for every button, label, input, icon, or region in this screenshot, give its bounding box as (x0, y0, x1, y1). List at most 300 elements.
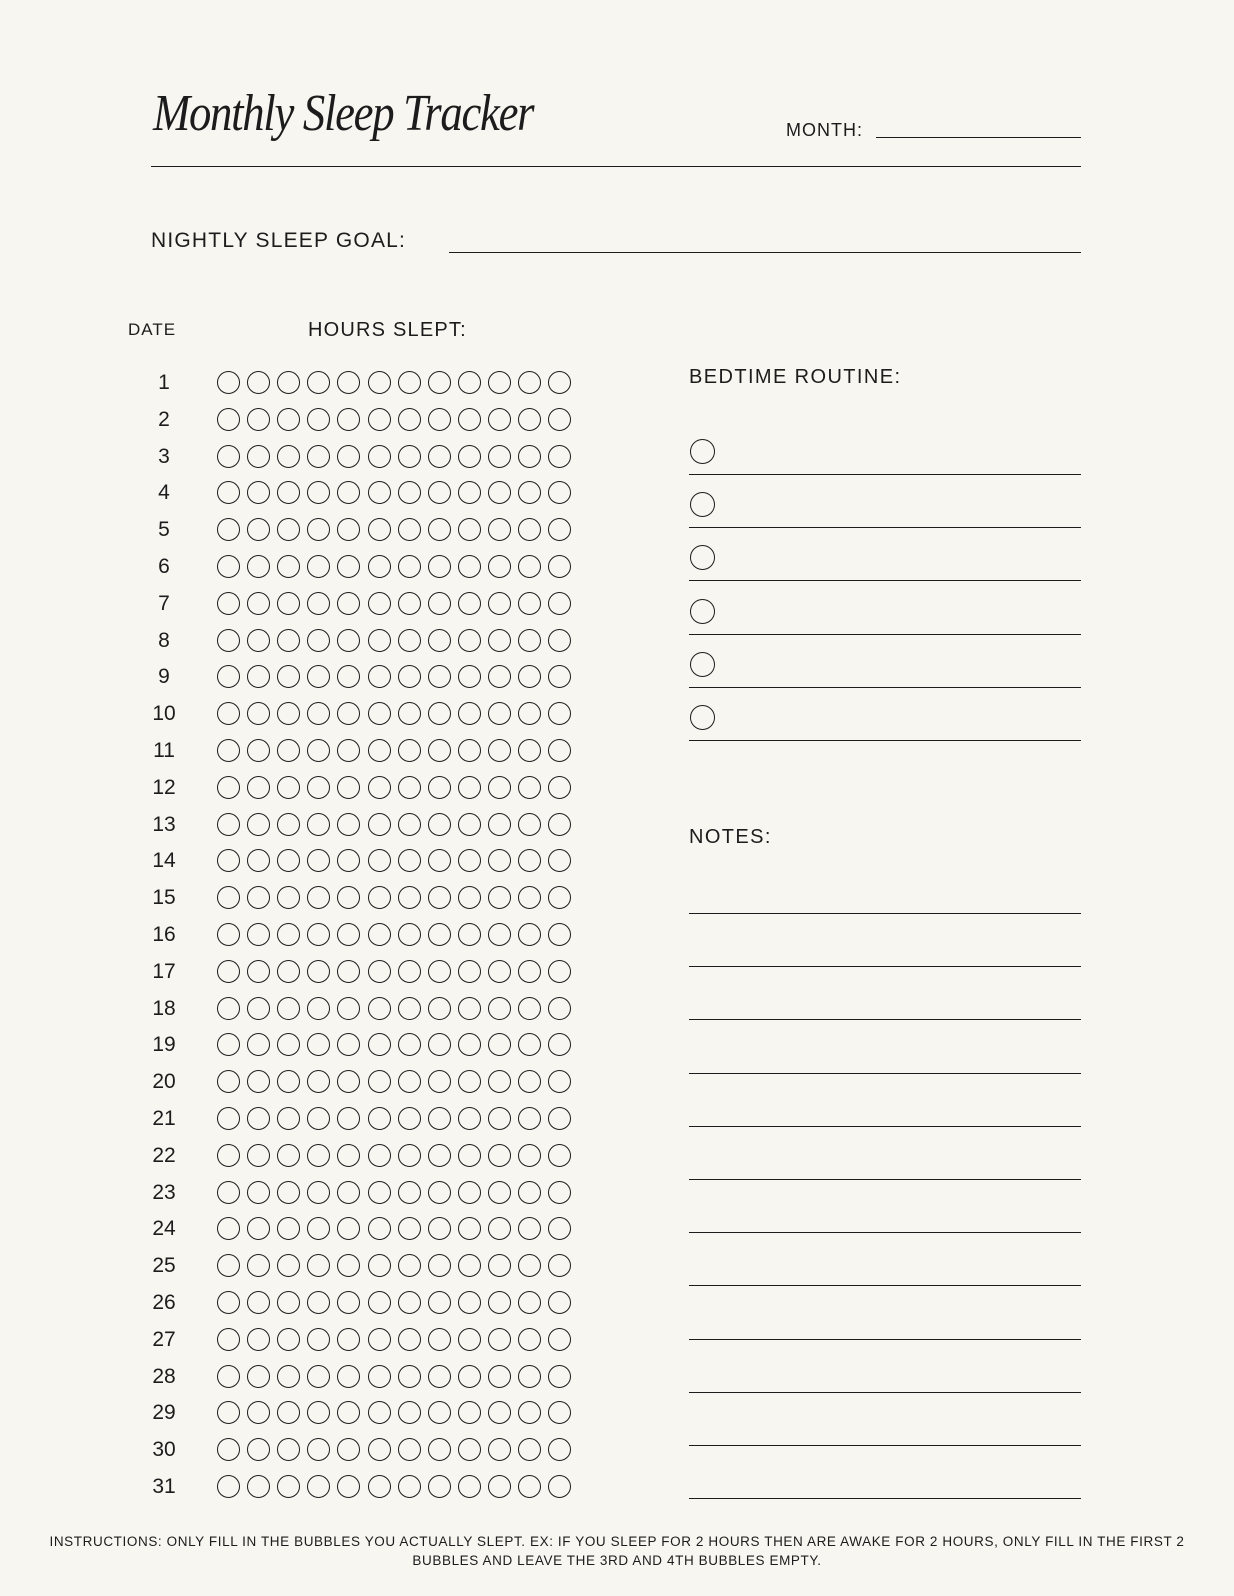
routine-item-line[interactable] (689, 634, 1081, 635)
hour-bubble[interactable] (247, 1401, 270, 1424)
hour-bubble[interactable] (428, 1217, 451, 1240)
hour-bubble[interactable] (277, 1401, 300, 1424)
hour-bubble[interactable] (247, 408, 270, 431)
routine-item-line[interactable] (689, 740, 1081, 741)
hour-bubble[interactable] (458, 960, 481, 983)
hour-bubble[interactable] (337, 371, 360, 394)
hour-bubble[interactable] (217, 702, 240, 725)
notes-line[interactable] (689, 966, 1081, 967)
hour-bubble[interactable] (428, 665, 451, 688)
hour-bubble[interactable] (518, 739, 541, 762)
hour-bubble[interactable] (247, 1070, 270, 1093)
routine-item-line[interactable] (689, 580, 1081, 581)
hour-bubble[interactable] (458, 1070, 481, 1093)
hour-bubble[interactable] (518, 960, 541, 983)
hour-bubble[interactable] (337, 592, 360, 615)
hour-bubble[interactable] (368, 1401, 391, 1424)
hour-bubble[interactable] (548, 629, 571, 652)
hour-bubble[interactable] (548, 1438, 571, 1461)
hour-bubble[interactable] (458, 1328, 481, 1351)
hour-bubble[interactable] (247, 702, 270, 725)
hour-bubble[interactable] (337, 1254, 360, 1277)
hour-bubble[interactable] (217, 1144, 240, 1167)
notes-line[interactable] (689, 1339, 1081, 1340)
hour-bubble[interactable] (428, 481, 451, 504)
hour-bubble[interactable] (398, 592, 421, 615)
hour-bubble[interactable] (518, 371, 541, 394)
hour-bubble[interactable] (277, 813, 300, 836)
hour-bubble[interactable] (217, 1254, 240, 1277)
routine-checkbox[interactable] (690, 492, 715, 517)
hour-bubble[interactable] (217, 445, 240, 468)
hour-bubble[interactable] (337, 481, 360, 504)
hour-bubble[interactable] (217, 923, 240, 946)
routine-item-line[interactable] (689, 474, 1081, 475)
hour-bubble[interactable] (398, 1475, 421, 1498)
hour-bubble[interactable] (398, 739, 421, 762)
hour-bubble[interactable] (458, 371, 481, 394)
hour-bubble[interactable] (307, 886, 330, 909)
hour-bubble[interactable] (428, 1070, 451, 1093)
hour-bubble[interactable] (277, 1033, 300, 1056)
hour-bubble[interactable] (458, 1365, 481, 1388)
hour-bubble[interactable] (337, 1475, 360, 1498)
hour-bubble[interactable] (217, 1033, 240, 1056)
hour-bubble[interactable] (548, 1475, 571, 1498)
hour-bubble[interactable] (488, 1144, 511, 1167)
hour-bubble[interactable] (548, 555, 571, 578)
hour-bubble[interactable] (337, 1070, 360, 1093)
hour-bubble[interactable] (458, 776, 481, 799)
hour-bubble[interactable] (247, 1254, 270, 1277)
hour-bubble[interactable] (398, 923, 421, 946)
hour-bubble[interactable] (217, 408, 240, 431)
hour-bubble[interactable] (337, 776, 360, 799)
hour-bubble[interactable] (277, 445, 300, 468)
hour-bubble[interactable] (247, 665, 270, 688)
hour-bubble[interactable] (548, 1401, 571, 1424)
hour-bubble[interactable] (307, 1438, 330, 1461)
hour-bubble[interactable] (488, 702, 511, 725)
hour-bubble[interactable] (428, 997, 451, 1020)
hour-bubble[interactable] (458, 408, 481, 431)
hour-bubble[interactable] (277, 849, 300, 872)
hour-bubble[interactable] (398, 1401, 421, 1424)
hour-bubble[interactable] (277, 1181, 300, 1204)
hour-bubble[interactable] (398, 1033, 421, 1056)
hour-bubble[interactable] (548, 1070, 571, 1093)
hour-bubble[interactable] (398, 1181, 421, 1204)
hour-bubble[interactable] (398, 1107, 421, 1130)
hour-bubble[interactable] (518, 1070, 541, 1093)
hour-bubble[interactable] (548, 1181, 571, 1204)
hour-bubble[interactable] (518, 665, 541, 688)
hour-bubble[interactable] (398, 1254, 421, 1277)
hour-bubble[interactable] (368, 923, 391, 946)
hour-bubble[interactable] (307, 702, 330, 725)
hour-bubble[interactable] (217, 776, 240, 799)
routine-checkbox[interactable] (690, 652, 715, 677)
hour-bubble[interactable] (488, 1475, 511, 1498)
hour-bubble[interactable] (398, 1438, 421, 1461)
hour-bubble[interactable] (398, 1291, 421, 1314)
hour-bubble[interactable] (488, 1181, 511, 1204)
hour-bubble[interactable] (518, 1438, 541, 1461)
hour-bubble[interactable] (368, 776, 391, 799)
notes-line[interactable] (689, 913, 1081, 914)
hour-bubble[interactable] (217, 1181, 240, 1204)
hour-bubble[interactable] (247, 886, 270, 909)
hour-bubble[interactable] (368, 445, 391, 468)
hour-bubble[interactable] (458, 702, 481, 725)
hour-bubble[interactable] (247, 1328, 270, 1351)
hour-bubble[interactable] (428, 1365, 451, 1388)
hour-bubble[interactable] (428, 445, 451, 468)
month-field[interactable] (876, 137, 1081, 138)
hour-bubble[interactable] (488, 1438, 511, 1461)
hour-bubble[interactable] (518, 555, 541, 578)
hour-bubble[interactable] (247, 1291, 270, 1314)
hour-bubble[interactable] (428, 1475, 451, 1498)
hour-bubble[interactable] (337, 665, 360, 688)
hour-bubble[interactable] (247, 1033, 270, 1056)
hour-bubble[interactable] (398, 408, 421, 431)
hour-bubble[interactable] (247, 923, 270, 946)
hour-bubble[interactable] (247, 813, 270, 836)
hour-bubble[interactable] (428, 629, 451, 652)
hour-bubble[interactable] (337, 886, 360, 909)
hour-bubble[interactable] (277, 702, 300, 725)
hour-bubble[interactable] (398, 813, 421, 836)
hour-bubble[interactable] (217, 1401, 240, 1424)
hour-bubble[interactable] (337, 408, 360, 431)
hour-bubble[interactable] (307, 371, 330, 394)
hour-bubble[interactable] (518, 518, 541, 541)
hour-bubble[interactable] (247, 592, 270, 615)
hour-bubble[interactable] (217, 481, 240, 504)
hour-bubble[interactable] (217, 997, 240, 1020)
hour-bubble[interactable] (277, 408, 300, 431)
hour-bubble[interactable] (488, 555, 511, 578)
hour-bubble[interactable] (398, 997, 421, 1020)
routine-checkbox[interactable] (690, 599, 715, 624)
hour-bubble[interactable] (337, 1144, 360, 1167)
hour-bubble[interactable] (548, 1144, 571, 1167)
hour-bubble[interactable] (217, 886, 240, 909)
hour-bubble[interactable] (488, 849, 511, 872)
hour-bubble[interactable] (368, 665, 391, 688)
hour-bubble[interactable] (368, 960, 391, 983)
hour-bubble[interactable] (307, 518, 330, 541)
hour-bubble[interactable] (337, 923, 360, 946)
hour-bubble[interactable] (428, 1291, 451, 1314)
hour-bubble[interactable] (548, 813, 571, 836)
hour-bubble[interactable] (458, 1291, 481, 1314)
hour-bubble[interactable] (458, 886, 481, 909)
hour-bubble[interactable] (247, 445, 270, 468)
hour-bubble[interactable] (488, 665, 511, 688)
hour-bubble[interactable] (368, 1181, 391, 1204)
hour-bubble[interactable] (307, 665, 330, 688)
routine-checkbox[interactable] (690, 705, 715, 730)
hour-bubble[interactable] (398, 445, 421, 468)
hour-bubble[interactable] (398, 1365, 421, 1388)
hour-bubble[interactable] (428, 592, 451, 615)
hour-bubble[interactable] (428, 408, 451, 431)
hour-bubble[interactable] (488, 592, 511, 615)
hour-bubble[interactable] (337, 1033, 360, 1056)
hour-bubble[interactable] (307, 481, 330, 504)
hour-bubble[interactable] (337, 1328, 360, 1351)
notes-line[interactable] (689, 1392, 1081, 1393)
hour-bubble[interactable] (398, 518, 421, 541)
hour-bubble[interactable] (548, 1107, 571, 1130)
hour-bubble[interactable] (488, 1365, 511, 1388)
hour-bubble[interactable] (518, 849, 541, 872)
hour-bubble[interactable] (428, 702, 451, 725)
hour-bubble[interactable] (277, 776, 300, 799)
hour-bubble[interactable] (518, 445, 541, 468)
hour-bubble[interactable] (337, 445, 360, 468)
hour-bubble[interactable] (398, 371, 421, 394)
hour-bubble[interactable] (277, 1365, 300, 1388)
hour-bubble[interactable] (337, 702, 360, 725)
hour-bubble[interactable] (247, 849, 270, 872)
hour-bubble[interactable] (277, 960, 300, 983)
hour-bubble[interactable] (307, 997, 330, 1020)
hour-bubble[interactable] (337, 518, 360, 541)
hour-bubble[interactable] (217, 1070, 240, 1093)
hour-bubble[interactable] (277, 923, 300, 946)
hour-bubble[interactable] (277, 1291, 300, 1314)
hour-bubble[interactable] (458, 1401, 481, 1424)
hour-bubble[interactable] (488, 481, 511, 504)
hour-bubble[interactable] (217, 1365, 240, 1388)
hour-bubble[interactable] (368, 1033, 391, 1056)
hour-bubble[interactable] (337, 1107, 360, 1130)
hour-bubble[interactable] (518, 923, 541, 946)
hour-bubble[interactable] (488, 408, 511, 431)
hour-bubble[interactable] (488, 518, 511, 541)
hour-bubble[interactable] (217, 592, 240, 615)
hour-bubble[interactable] (458, 1181, 481, 1204)
hour-bubble[interactable] (548, 739, 571, 762)
routine-checkbox[interactable] (690, 439, 715, 464)
hour-bubble[interactable] (247, 1107, 270, 1130)
hour-bubble[interactable] (518, 813, 541, 836)
hour-bubble[interactable] (518, 1033, 541, 1056)
hour-bubble[interactable] (337, 555, 360, 578)
hour-bubble[interactable] (247, 1438, 270, 1461)
hour-bubble[interactable] (458, 923, 481, 946)
hour-bubble[interactable] (518, 1107, 541, 1130)
hour-bubble[interactable] (337, 1401, 360, 1424)
hour-bubble[interactable] (548, 960, 571, 983)
hour-bubble[interactable] (277, 1328, 300, 1351)
hour-bubble[interactable] (307, 1475, 330, 1498)
hour-bubble[interactable] (488, 629, 511, 652)
hour-bubble[interactable] (368, 1291, 391, 1314)
hour-bubble[interactable] (458, 1217, 481, 1240)
routine-item-line[interactable] (689, 687, 1081, 688)
hour-bubble[interactable] (247, 1217, 270, 1240)
hour-bubble[interactable] (247, 481, 270, 504)
hour-bubble[interactable] (428, 1033, 451, 1056)
hour-bubble[interactable] (337, 739, 360, 762)
hour-bubble[interactable] (458, 445, 481, 468)
hour-bubble[interactable] (428, 739, 451, 762)
hour-bubble[interactable] (488, 1070, 511, 1093)
hour-bubble[interactable] (307, 592, 330, 615)
hour-bubble[interactable] (398, 1217, 421, 1240)
hour-bubble[interactable] (458, 739, 481, 762)
hour-bubble[interactable] (337, 1291, 360, 1314)
hour-bubble[interactable] (518, 1365, 541, 1388)
hour-bubble[interactable] (277, 1070, 300, 1093)
hour-bubble[interactable] (548, 1033, 571, 1056)
hour-bubble[interactable] (548, 1254, 571, 1277)
hour-bubble[interactable] (488, 445, 511, 468)
hour-bubble[interactable] (428, 1181, 451, 1204)
hour-bubble[interactable] (277, 1254, 300, 1277)
hour-bubble[interactable] (458, 1107, 481, 1130)
hour-bubble[interactable] (488, 739, 511, 762)
hour-bubble[interactable] (548, 923, 571, 946)
hour-bubble[interactable] (368, 592, 391, 615)
hour-bubble[interactable] (307, 555, 330, 578)
hour-bubble[interactable] (247, 1475, 270, 1498)
hour-bubble[interactable] (428, 923, 451, 946)
hour-bubble[interactable] (307, 1033, 330, 1056)
hour-bubble[interactable] (368, 813, 391, 836)
hour-bubble[interactable] (398, 849, 421, 872)
hour-bubble[interactable] (458, 665, 481, 688)
hour-bubble[interactable] (247, 371, 270, 394)
hour-bubble[interactable] (368, 886, 391, 909)
hour-bubble[interactable] (488, 1291, 511, 1314)
hour-bubble[interactable] (337, 629, 360, 652)
hour-bubble[interactable] (277, 481, 300, 504)
hour-bubble[interactable] (488, 1254, 511, 1277)
hour-bubble[interactable] (428, 886, 451, 909)
hour-bubble[interactable] (307, 629, 330, 652)
hour-bubble[interactable] (368, 1254, 391, 1277)
hour-bubble[interactable] (307, 1144, 330, 1167)
hour-bubble[interactable] (488, 923, 511, 946)
hour-bubble[interactable] (307, 1365, 330, 1388)
hour-bubble[interactable] (217, 665, 240, 688)
notes-line[interactable] (689, 1445, 1081, 1446)
hour-bubble[interactable] (217, 555, 240, 578)
hour-bubble[interactable] (247, 1365, 270, 1388)
hour-bubble[interactable] (428, 1107, 451, 1130)
hour-bubble[interactable] (548, 776, 571, 799)
hour-bubble[interactable] (488, 886, 511, 909)
hour-bubble[interactable] (428, 1438, 451, 1461)
hour-bubble[interactable] (337, 813, 360, 836)
hour-bubble[interactable] (368, 1217, 391, 1240)
hour-bubble[interactable] (247, 1144, 270, 1167)
hour-bubble[interactable] (277, 739, 300, 762)
routine-checkbox[interactable] (690, 545, 715, 570)
hour-bubble[interactable] (518, 592, 541, 615)
hour-bubble[interactable] (217, 1438, 240, 1461)
hour-bubble[interactable] (518, 481, 541, 504)
hour-bubble[interactable] (368, 1328, 391, 1351)
hour-bubble[interactable] (518, 997, 541, 1020)
notes-line[interactable] (689, 1073, 1081, 1074)
hour-bubble[interactable] (337, 1365, 360, 1388)
hour-bubble[interactable] (247, 1181, 270, 1204)
hour-bubble[interactable] (277, 1217, 300, 1240)
hour-bubble[interactable] (337, 997, 360, 1020)
hour-bubble[interactable] (458, 1254, 481, 1277)
notes-line[interactable] (689, 1498, 1081, 1499)
hour-bubble[interactable] (488, 776, 511, 799)
hour-bubble[interactable] (458, 518, 481, 541)
hour-bubble[interactable] (428, 813, 451, 836)
hour-bubble[interactable] (488, 1033, 511, 1056)
hour-bubble[interactable] (217, 1217, 240, 1240)
hour-bubble[interactable] (548, 481, 571, 504)
hour-bubble[interactable] (458, 629, 481, 652)
hour-bubble[interactable] (307, 960, 330, 983)
hour-bubble[interactable] (217, 518, 240, 541)
notes-line[interactable] (689, 1126, 1081, 1127)
hour-bubble[interactable] (368, 1070, 391, 1093)
hour-bubble[interactable] (488, 1328, 511, 1351)
hour-bubble[interactable] (428, 1254, 451, 1277)
hour-bubble[interactable] (458, 1475, 481, 1498)
hour-bubble[interactable] (307, 1401, 330, 1424)
hour-bubble[interactable] (368, 702, 391, 725)
hour-bubble[interactable] (368, 555, 391, 578)
hour-bubble[interactable] (217, 1291, 240, 1314)
hour-bubble[interactable] (488, 1401, 511, 1424)
hour-bubble[interactable] (458, 813, 481, 836)
hour-bubble[interactable] (307, 849, 330, 872)
hour-bubble[interactable] (398, 481, 421, 504)
hour-bubble[interactable] (217, 1328, 240, 1351)
hour-bubble[interactable] (548, 518, 571, 541)
hour-bubble[interactable] (518, 1254, 541, 1277)
hour-bubble[interactable] (307, 1328, 330, 1351)
hour-bubble[interactable] (428, 960, 451, 983)
hour-bubble[interactable] (548, 702, 571, 725)
hour-bubble[interactable] (277, 371, 300, 394)
hour-bubble[interactable] (337, 1217, 360, 1240)
hour-bubble[interactable] (548, 408, 571, 431)
notes-line[interactable] (689, 1232, 1081, 1233)
hour-bubble[interactable] (458, 849, 481, 872)
hour-bubble[interactable] (307, 1181, 330, 1204)
hour-bubble[interactable] (398, 886, 421, 909)
hour-bubble[interactable] (458, 592, 481, 615)
hour-bubble[interactable] (307, 923, 330, 946)
hour-bubble[interactable] (277, 592, 300, 615)
hour-bubble[interactable] (458, 1438, 481, 1461)
hour-bubble[interactable] (217, 849, 240, 872)
hour-bubble[interactable] (307, 408, 330, 431)
hour-bubble[interactable] (277, 1475, 300, 1498)
hour-bubble[interactable] (247, 739, 270, 762)
hour-bubble[interactable] (368, 1475, 391, 1498)
hour-bubble[interactable] (428, 776, 451, 799)
hour-bubble[interactable] (217, 629, 240, 652)
hour-bubble[interactable] (368, 408, 391, 431)
hour-bubble[interactable] (398, 702, 421, 725)
hour-bubble[interactable] (458, 997, 481, 1020)
